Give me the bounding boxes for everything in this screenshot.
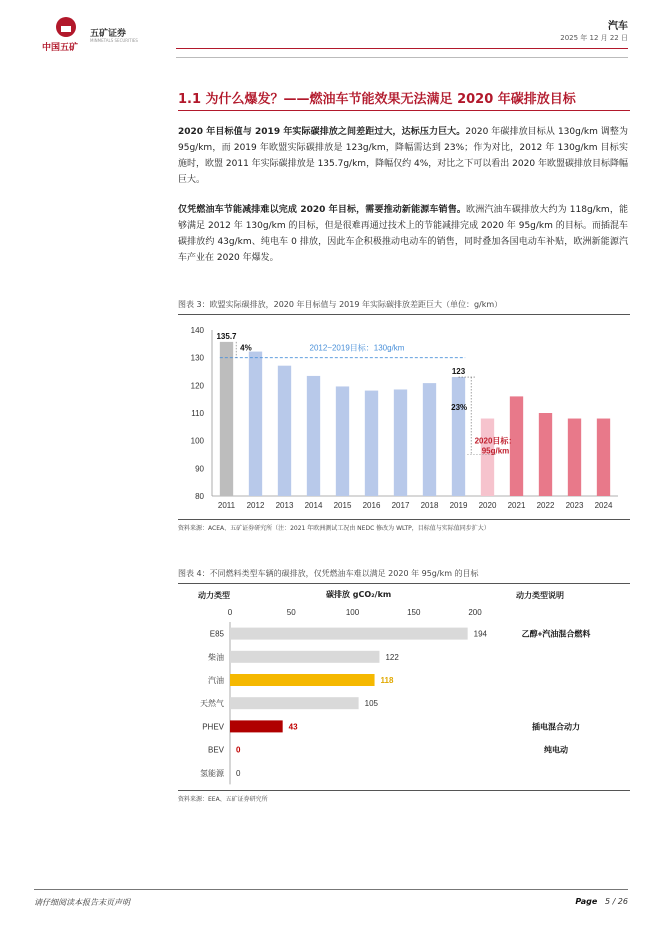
x-tick-label: 2014: [304, 501, 323, 510]
bar-2012: [249, 352, 262, 496]
footer-disclaimer: 请仔细阅读本报告末页声明: [34, 898, 130, 907]
x-tick-label: 2013: [275, 501, 294, 510]
category-label: PHEV: [202, 722, 224, 732]
bar-2024: [597, 419, 610, 496]
y-tick-label: 130: [190, 353, 204, 363]
paragraph-2: [178, 202, 628, 266]
value-label: 122: [385, 652, 399, 662]
page-label: Page: [575, 897, 598, 906]
emissions-bar-chart: [178, 318, 630, 518]
logo-english-text: MINMETALS SECURITIES: [90, 38, 138, 43]
sector-label: 汽车: [608, 21, 628, 32]
x-tick-label: 2012: [246, 501, 265, 510]
y-tick-label: 90: [195, 464, 204, 474]
data-label-2019: 123: [451, 367, 466, 377]
page-num: 5 / 26: [604, 897, 628, 906]
x-tick-label: 2020: [478, 501, 497, 510]
header-rule-secondary: [176, 57, 628, 58]
paragraph-1: [178, 124, 628, 188]
bar-柴油: [230, 651, 379, 663]
category-label: 柴油: [208, 652, 224, 662]
x-tick-label: 2011: [217, 501, 236, 510]
bar-2021: [510, 396, 523, 496]
x-tick-label: 50: [286, 608, 296, 617]
target-2012-label: 2012~2019目标：130g/km: [309, 343, 405, 353]
x-tick-label: 150: [407, 608, 421, 617]
x-tick-label: 2023: [565, 501, 584, 510]
value-label: 0: [236, 745, 241, 755]
bar-汽油: [230, 674, 375, 686]
bar-2020: [481, 419, 494, 496]
type-description: 乙醇+汽油混合燃料: [521, 629, 591, 639]
x-tick-label: 2019: [449, 501, 468, 510]
x-tick-label: 2021: [507, 501, 526, 510]
value-label: 194: [473, 629, 488, 639]
x-tick-label: 2016: [362, 501, 381, 510]
target-2020-label-line2: 95g/km: [481, 446, 510, 456]
figure-4-bottom-rule: [178, 790, 630, 791]
bar-E85: [230, 628, 468, 640]
type-description: 插电混合动力: [532, 722, 580, 732]
x-tick-label: 100: [345, 608, 360, 617]
figure-4-top-rule: [178, 583, 630, 584]
figure-4-title: 图表 4：不同燃料类型车辆的碳排放，仅凭燃油车难以满足 2020 年 95g/km 的目标: [178, 569, 479, 578]
bar-2016: [365, 391, 378, 496]
data-label-2011: 135.7: [216, 331, 237, 341]
y-tick-label: 120: [190, 381, 204, 391]
bar-2013: [278, 366, 291, 496]
category-label: BEV: [207, 745, 224, 755]
figure-3-top-rule: [178, 314, 630, 315]
category-label: E85: [209, 629, 224, 639]
bar-天然气: [230, 697, 359, 709]
company-logo-icon: [56, 17, 76, 37]
value-label: 105: [364, 699, 378, 709]
target-2020-label-line1: 2020目标：: [474, 436, 517, 446]
col-header-emission: 碳排放 gCO₂/km: [326, 590, 392, 599]
bar-PHEV: [230, 720, 283, 732]
footer-rule: [34, 889, 628, 890]
bar-2017: [394, 389, 407, 496]
figure-3-bottom-rule: [178, 519, 630, 520]
header-rule: [176, 48, 628, 49]
x-tick-label: 2017: [391, 501, 410, 510]
figure-3-title: 图表 3：欧盟实际碳排放，2020 年目标值与 2019 年实际碳排放差距巨大（单位：g/km）: [178, 300, 503, 309]
value-label: 0: [236, 768, 241, 778]
paragraph-1-lead: 2020 年目标值与 2019 年实际碳排放之间差距过大，达标压力巨大。: [178, 127, 466, 137]
x-tick-label: 0: [227, 608, 233, 617]
type-description: 纯电动: [544, 745, 568, 755]
col-header-type: 动力类型: [198, 591, 230, 600]
logo-sub-text: 五矿证券: [90, 29, 127, 39]
x-tick-label: 2018: [420, 501, 439, 510]
bar-2015: [336, 386, 349, 496]
paragraph-2-lead: 仅凭燃油车节能减排难以完成 2020 年目标，需要推动新能源车销售。: [178, 205, 467, 215]
paragraph-1-body: 2020 年碳排放目标从 130g/km 调整为 95g/km，而 2019 年欧盟实际碳排放是 123g/km，降幅需达到 23%；作为对比，2012 年 130g/km 目标实施时，欧盟 2011 年实际碳排放是 135.7g/km，降幅仅约 4%，对比之下可以看出 2020 年欧盟碳排放目标降幅巨大。: [178, 127, 629, 185]
bar-2018: [423, 383, 436, 496]
bar-2011: [220, 342, 233, 496]
category-label: 氢能源: [200, 768, 224, 778]
category-label: 天然气: [200, 699, 224, 709]
x-tick-label: 2024: [594, 501, 613, 510]
y-tick-label: 80: [195, 492, 204, 501]
section-underline: [178, 110, 630, 111]
logo-text: 中国五矿: [42, 43, 79, 53]
y-tick-label: 100: [190, 436, 204, 446]
gap-2019-label: 23%: [451, 402, 468, 412]
x-tick-label: 200: [468, 608, 482, 617]
bar-2023: [568, 419, 581, 496]
figure-3-source: 资料来源：ACEA、五矿证券研究所（注：2021 年欧洲测试工况由 NEDC 修改为 WLTP，目标值与实际值同步扩大）: [178, 525, 490, 532]
bar-2014: [307, 376, 320, 496]
gap-2011-label: 4%: [240, 343, 252, 353]
y-tick-label: 110: [191, 409, 204, 418]
value-label: 43: [288, 722, 298, 732]
bar-2022: [539, 413, 552, 496]
col-header-desc: 动力类型说明: [516, 591, 564, 600]
x-tick-label: 2022: [536, 501, 555, 510]
page-number: [575, 897, 628, 906]
category-label: 汽油: [208, 676, 224, 685]
y-tick-label: 140: [190, 326, 204, 335]
report-date: 2025 年 12 月 22 日: [560, 34, 628, 42]
fuel-type-bar-chart: [178, 602, 630, 788]
figure-4-source: 资料来源：EEA、五矿证券研究所: [178, 796, 268, 803]
section-title: 1.1 为什么爆发？——燃油车节能效果无法满足 2020 年碳排放目标: [178, 92, 576, 107]
paragraph-2-body: 欧洲汽油车碳排放大约为 118g/km，能够满足 2012 年 130g/km 的目标，但是很难再通过技术上的节能减排完成 2020 年 95g/km 的目标。而插混车碳排放约 43g/km、纯电车 0 排放，因此车企积极推动电动车的销售，同时叠加各国电动车补贴，欧洲新能源汽车产业在 2020 年爆发。: [178, 205, 628, 263]
bar-2019: [451, 377, 468, 496]
value-label: 118: [380, 676, 394, 685]
x-tick-label: 2015: [333, 501, 352, 510]
